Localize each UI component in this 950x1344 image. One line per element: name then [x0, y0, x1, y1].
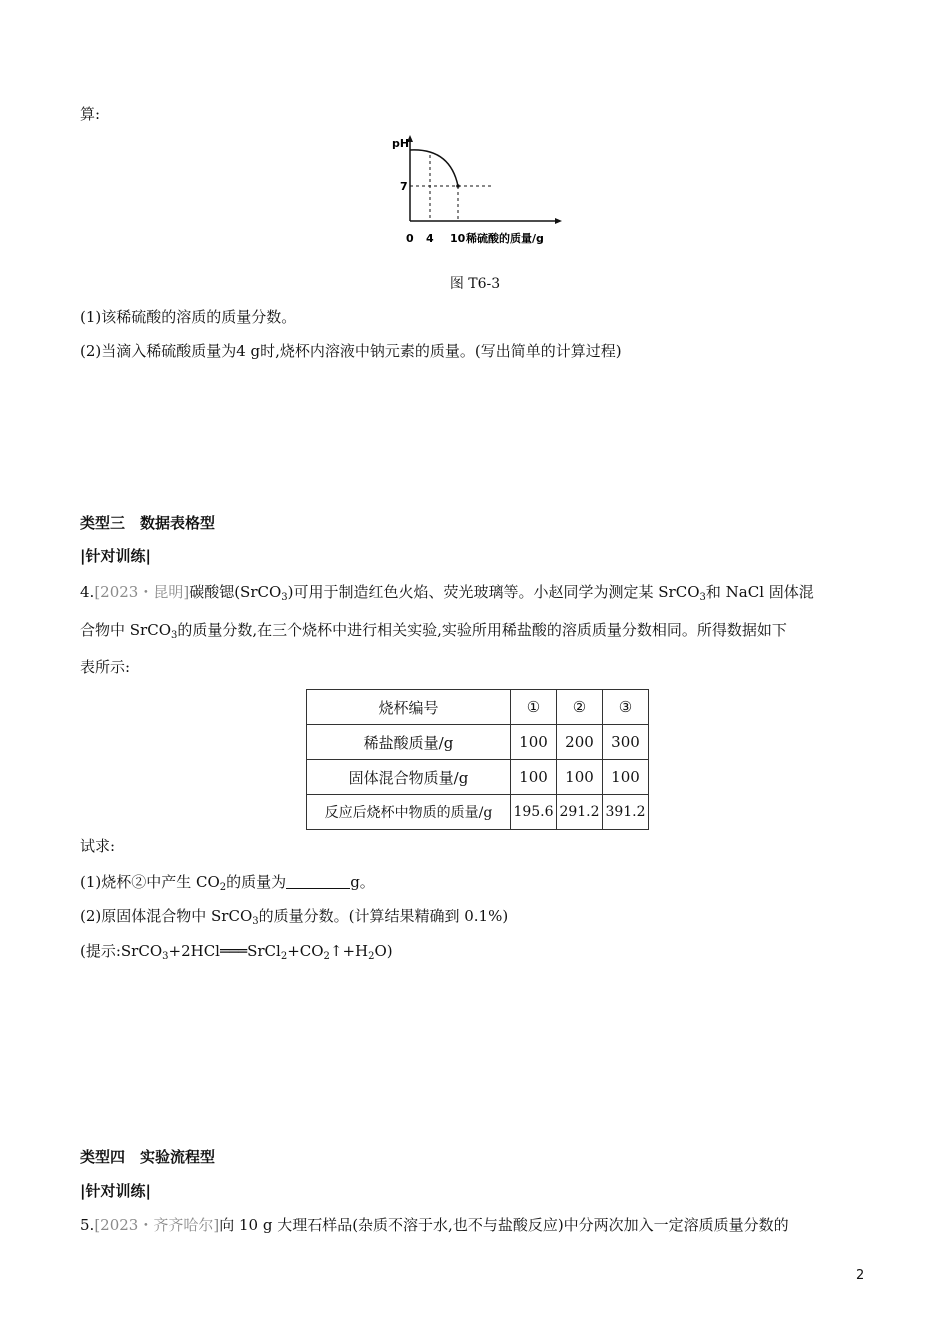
q4-part1: [80, 872, 375, 892]
reaction-arrow: ═══: [219, 942, 248, 960]
q4-number: 4.: [80, 583, 95, 601]
x-tick-4: 4: [426, 232, 434, 245]
table-cell: 反应后烧杯中物质的质量/g: [307, 795, 511, 830]
table-row: [307, 760, 649, 795]
q4-part2: [80, 906, 508, 926]
q4-hint: [80, 941, 393, 961]
table-header: ③: [603, 690, 649, 725]
table-header: 烧杯编号: [307, 690, 511, 725]
ph-chart: [380, 130, 580, 250]
q4-text: 碳酸锶(SrCO: [189, 583, 282, 601]
subscript: 3: [162, 951, 169, 962]
x-tick-0: 0: [406, 232, 414, 245]
table-header-row: [307, 690, 649, 725]
hint-text: ↑+H: [329, 942, 369, 960]
answer-blank[interactable]: [286, 874, 350, 889]
hint-text: O): [374, 942, 393, 960]
table-cell: 200: [557, 725, 603, 760]
q4-text: 合物中 SrCO: [80, 621, 171, 639]
q5-source: [2023・齐齐哈尔]: [94, 1216, 220, 1234]
table-row: [307, 725, 649, 760]
q4-text: 的质量分数,在三个烧杯中进行相关实验,实验所用稀盐酸的溶质质量分数相同。所得数据如下: [177, 621, 787, 639]
q5-number: 5.: [80, 1216, 95, 1234]
q4-text: )可用于制造红色火焰、荧光玻璃等。小赵同学为测定某 SrCO: [287, 583, 700, 601]
subscript: 2: [323, 951, 330, 962]
ph-curve: [410, 150, 458, 186]
q4-text: 和 NaCl 固体混: [705, 583, 814, 601]
q4-ask: 试求:: [80, 837, 116, 855]
table-cell: 391.2: [603, 795, 649, 830]
subscript: 2: [280, 951, 288, 962]
hint-text: (提示:SrCO: [80, 942, 163, 960]
q4-line1: [80, 582, 814, 602]
q4-text: g。: [350, 873, 375, 891]
x-tick-10: 10: [450, 232, 466, 245]
subscript: 3: [252, 916, 259, 927]
q5-text: 向 10 g 大理石样品(杂质不溶于水,也不与盐酸反应)中分两次加入一定溶质质量分数的: [219, 1216, 789, 1234]
table-row: [307, 795, 649, 830]
q4-text: (1)烧杯②中产生 CO: [80, 873, 220, 891]
table-cell: 100: [557, 760, 603, 795]
subscript: 3: [281, 592, 288, 603]
subscript: 3: [171, 630, 178, 641]
y-axis-label: pH: [392, 137, 410, 150]
subscript: 3: [699, 592, 706, 603]
x-axis-arrow: [555, 218, 562, 224]
table-cell: 300: [603, 725, 649, 760]
table-cell: 100: [511, 725, 557, 760]
section3-title: 类型三 数据表格型: [80, 514, 216, 532]
table-header: ②: [557, 690, 603, 725]
table-cell: 稀盐酸质量/g: [307, 725, 511, 760]
q5-line1: [80, 1215, 789, 1235]
x-axis-label: 稀硫酸的质量/g: [466, 232, 544, 245]
hint-text: SrCl: [247, 942, 281, 960]
q4-line2: [80, 620, 787, 640]
y-tick-7: 7: [400, 180, 408, 193]
hint-text: +2HCl: [168, 942, 220, 960]
q4-text: (2)原固体混合物中 SrCO: [80, 907, 253, 925]
table-cell: 固体混合物质量/g: [307, 760, 511, 795]
q4-line3: 表所示:: [80, 658, 131, 676]
page-number: 2: [856, 1268, 865, 1283]
section4-training-label: |针对训练|: [80, 1182, 151, 1200]
table-cell: 100: [603, 760, 649, 795]
table-cell: 195.6: [511, 795, 557, 830]
table-cell: 291.2: [557, 795, 603, 830]
q4-text: 的质量分数。(计算结果精确到 0.1%): [258, 907, 509, 925]
table-header: ①: [511, 690, 557, 725]
subscript: 2: [368, 951, 375, 962]
hint-text: +CO: [287, 942, 324, 960]
q4-source: [2023・昆明]: [94, 583, 190, 601]
subscript: 2: [219, 882, 227, 893]
figure-caption: 图 T6-3: [449, 276, 501, 292]
beaker-data-table: [306, 689, 649, 830]
q3-part1: (1)该稀硫酸的溶质的质量分数。: [80, 308, 297, 326]
q3-part2: (2)当滴入稀硫酸质量为4 g时,烧杯内溶液中钠元素的质量。(写出简单的计算过程): [80, 342, 622, 360]
section3-training-label: |针对训练|: [80, 547, 151, 565]
q4-text: 的质量为: [226, 873, 287, 891]
table-cell: 100: [511, 760, 557, 795]
section4-title: 类型四 实验流程型: [80, 1148, 216, 1166]
q3-tail-text: 算:: [80, 105, 101, 123]
